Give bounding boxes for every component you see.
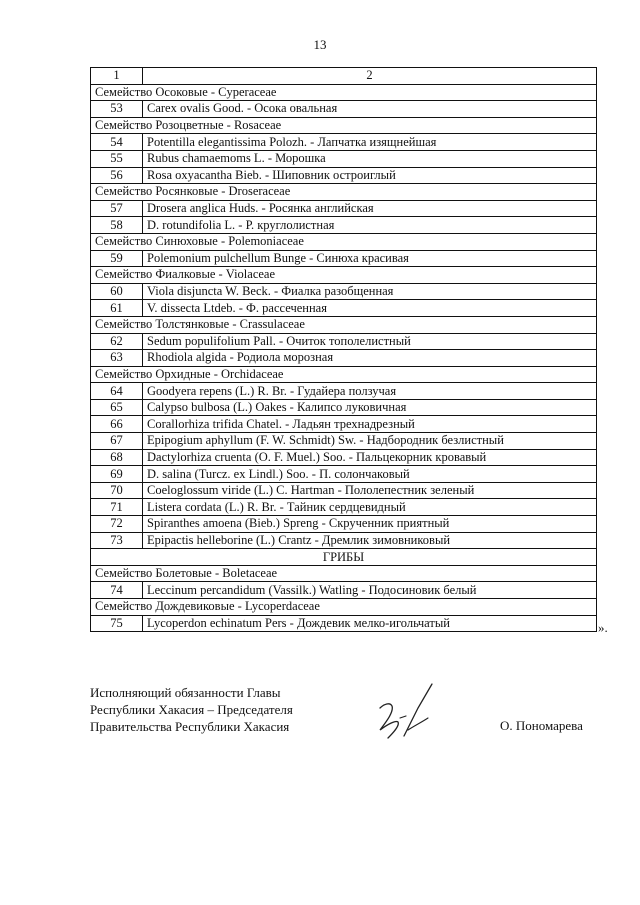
- species-name: Calypso bulbosa (L.) Oakes - Калипсо луковичная: [143, 399, 597, 416]
- species-name: Epipogium aphyllum (F. W. Schmidt) Sw. - Надбородник безлистный: [143, 433, 597, 450]
- species-name: Spiranthes amoena (Bieb.) Spreng - Скрученник приятный: [143, 516, 597, 533]
- table-row: [91, 167, 597, 184]
- family-row: [91, 565, 597, 582]
- page-number: 13: [313, 37, 327, 52]
- family-heading: Семейство Дождевиковые - Lycoperdaceae: [91, 599, 597, 616]
- species-name: Lycoperdon echinatum Pers - Дождевик мелко-игольчатый: [143, 615, 597, 632]
- species-name: Carex ovalis Good. - Осока овальная: [143, 101, 597, 118]
- species-name: Sedum populifolium Pall. - Очиток тополелистный: [143, 333, 597, 350]
- row-number: 72: [91, 516, 143, 533]
- table-row: [91, 250, 597, 267]
- species-name: Corallorhiza trifida Chatel. - Ладьян трехнадрезный: [143, 416, 597, 433]
- species-name: Rosa oxyacantha Bieb. - Шиповник остроиглый: [143, 167, 597, 184]
- row-number: 67: [91, 433, 143, 450]
- row-number: 53: [91, 101, 143, 118]
- row-number: 65: [91, 399, 143, 416]
- row-number: 60: [91, 283, 143, 300]
- row-number: 70: [91, 482, 143, 499]
- row-number: 62: [91, 333, 143, 350]
- closing-quote: ».: [598, 620, 608, 635]
- species-name: V. dissecta Ltdeb. - Ф. рассеченная: [143, 300, 597, 317]
- table-row: [91, 449, 597, 466]
- family-row: [91, 84, 597, 101]
- family-row: [91, 599, 597, 616]
- species-name: D. salina (Turcz. ex Lindl.) Soo. - П. солончаковый: [143, 466, 597, 483]
- signer-name: О. Пономарева: [500, 718, 583, 733]
- table-row: [91, 200, 597, 217]
- table-row: [91, 350, 597, 367]
- row-number: 57: [91, 200, 143, 217]
- family-row: [91, 366, 597, 383]
- species-table: [90, 67, 597, 632]
- table-header-row: [91, 68, 597, 85]
- row-number: 75: [91, 615, 143, 632]
- row-number: 55: [91, 150, 143, 167]
- section-row: [91, 549, 597, 566]
- row-number: 59: [91, 250, 143, 267]
- species-name: Drosera anglica Huds. - Росянка английская: [143, 200, 597, 217]
- species-name: Rubus chamaemoms L. - Морошка: [143, 150, 597, 167]
- table-row: [91, 134, 597, 151]
- species-name: D. rotundifolia L. - Р. круглолистная: [143, 217, 597, 234]
- table-row: [91, 300, 597, 317]
- species-name: Epipactis helleborine (L.) Crantz - Дремлик зимовниковый: [143, 532, 597, 549]
- family-row: [91, 316, 597, 333]
- family-row: [91, 184, 597, 201]
- row-number: 71: [91, 499, 143, 516]
- table-row: [91, 433, 597, 450]
- header-col-1: 1: [91, 68, 143, 85]
- species-name: Rhodiola algida - Родиола морозная: [143, 350, 597, 367]
- table-row: [91, 283, 597, 300]
- family-row: [91, 267, 597, 284]
- family-heading: Семейство Осоковые - Cyperaceae: [91, 84, 597, 101]
- family-heading: Семейство Фиалковые - Violaceae: [91, 267, 597, 284]
- species-name: Coeloglossum viride (L.) C. Hartman - Пололепестник зеленый: [143, 482, 597, 499]
- section-heading: ГРИБЫ: [91, 549, 597, 566]
- species-name: Polemonium pulchellum Bunge - Синюха красивая: [143, 250, 597, 267]
- position-line: Исполняющий обязанности Главы: [90, 685, 281, 700]
- family-row: [91, 117, 597, 134]
- handwritten-signature: [370, 678, 460, 748]
- family-heading: Семейство Розоцветные - Rosaceae: [91, 117, 597, 134]
- family-heading: Семейство Синюховые - Polemoniaceae: [91, 233, 597, 250]
- row-number: 74: [91, 582, 143, 599]
- row-number: 64: [91, 383, 143, 400]
- header-col-2: 2: [143, 68, 597, 85]
- table-row: [91, 383, 597, 400]
- species-name: Potentilla elegantissima Polozh. - Лапчатка изящнейшая: [143, 134, 597, 151]
- species-name: Leccinum percandidum (Vassilk.) Watling - Подосиновик белый: [143, 582, 597, 599]
- family-heading: Семейство Болетовые - Boletaceae: [91, 565, 597, 582]
- table-row: [91, 615, 597, 632]
- row-number: 63: [91, 350, 143, 367]
- row-number: 66: [91, 416, 143, 433]
- row-number: 61: [91, 300, 143, 317]
- table-row: [91, 416, 597, 433]
- species-name: Dactylorhiza cruenta (O. F. Muel.) Soo. - Пальцекорник кровавый: [143, 449, 597, 466]
- row-number: 69: [91, 466, 143, 483]
- table-row: [91, 466, 597, 483]
- table-row: [91, 516, 597, 533]
- table-row: [91, 101, 597, 118]
- table-row: [91, 399, 597, 416]
- table-row: [91, 482, 597, 499]
- family-heading: Семейство Орхидные - Orchidaceae: [91, 366, 597, 383]
- family-heading: Семейство Толстянковые - Crassulaceae: [91, 316, 597, 333]
- species-name: Viola disjuncta W. Beck. - Фиалка разобщенная: [143, 283, 597, 300]
- row-number: 68: [91, 449, 143, 466]
- table-row: [91, 532, 597, 549]
- position-line: Республики Хакасия – Председателя: [90, 702, 293, 717]
- family-heading: Семейство Росянковые - Droseraceae: [91, 184, 597, 201]
- table-row: [91, 499, 597, 516]
- table-body: [91, 68, 597, 632]
- row-number: 58: [91, 217, 143, 234]
- row-number: 56: [91, 167, 143, 184]
- table-row: [91, 217, 597, 234]
- row-number: 54: [91, 134, 143, 151]
- family-row: [91, 233, 597, 250]
- table-row: [91, 333, 597, 350]
- row-number: 73: [91, 532, 143, 549]
- table-row: [91, 150, 597, 167]
- signature-position: [90, 684, 293, 735]
- species-name: Listera cordata (L.) R. Br. - Тайник сердцевидный: [143, 499, 597, 516]
- position-line: Правительства Республики Хакасия: [90, 719, 290, 734]
- species-name: Goodyera repens (L.) R. Br. - Гудайера ползучая: [143, 383, 597, 400]
- table-row: [91, 582, 597, 599]
